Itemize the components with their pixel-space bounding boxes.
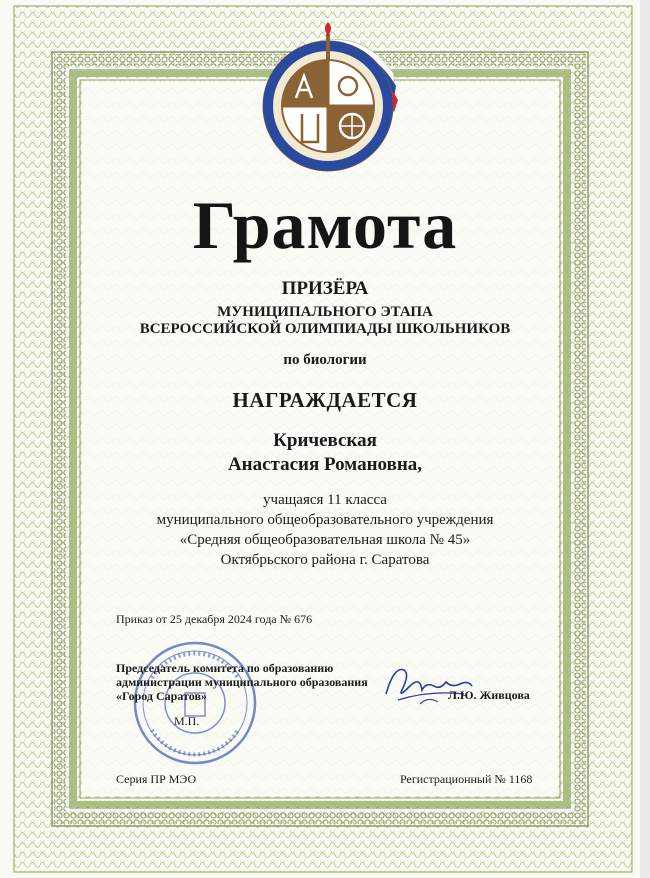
signature-position-line1: Председатель комитета по образованию — [116, 661, 334, 675]
olympiad-emblem-icon — [244, 14, 412, 174]
signature-position-line2: администрации муниципального образования — [116, 675, 368, 689]
stage-heading: МУНИЦИПАЛЬНОГО ЭТАПА — [217, 304, 433, 320]
recipient-school: «Средняя общеобразовательная школа № 45» — [179, 532, 471, 548]
awarded-heading: НАГРАЖДАЕТСЯ — [232, 388, 418, 412]
order-reference: Приказ от 25 декабря 2024 года № 676 — [116, 612, 313, 626]
olympiad-heading: ВСЕРОССИЙСКОЙ ОЛИМПИАДЫ ШКОЛЬНИКОВ — [139, 321, 511, 337]
stamp-place-label: М.П. — [174, 714, 200, 728]
recipient-surname: Кричевская — [273, 430, 377, 451]
series-label: Серия ПР МЭО — [116, 772, 197, 786]
recipient-district: Октябрьского района г. Саратова — [220, 552, 430, 568]
subject-text: по биологии — [283, 352, 367, 368]
recipient-names: Анастасия Романовна, — [227, 454, 423, 475]
recipient-institution-type: муниципального общеобразовательного учреждения — [156, 512, 494, 528]
signer-name: Л.Ю. Живцова — [448, 688, 530, 702]
registration-number: Регистрационный № 1168 — [400, 772, 533, 786]
prizer-heading: ПРИЗЁРА — [281, 278, 369, 299]
recipient-grade: учащаяся 11 класса — [263, 492, 387, 508]
signature-position-line3: «Город Саратов» — [116, 689, 207, 703]
document-title: Грамота — [192, 187, 458, 263]
